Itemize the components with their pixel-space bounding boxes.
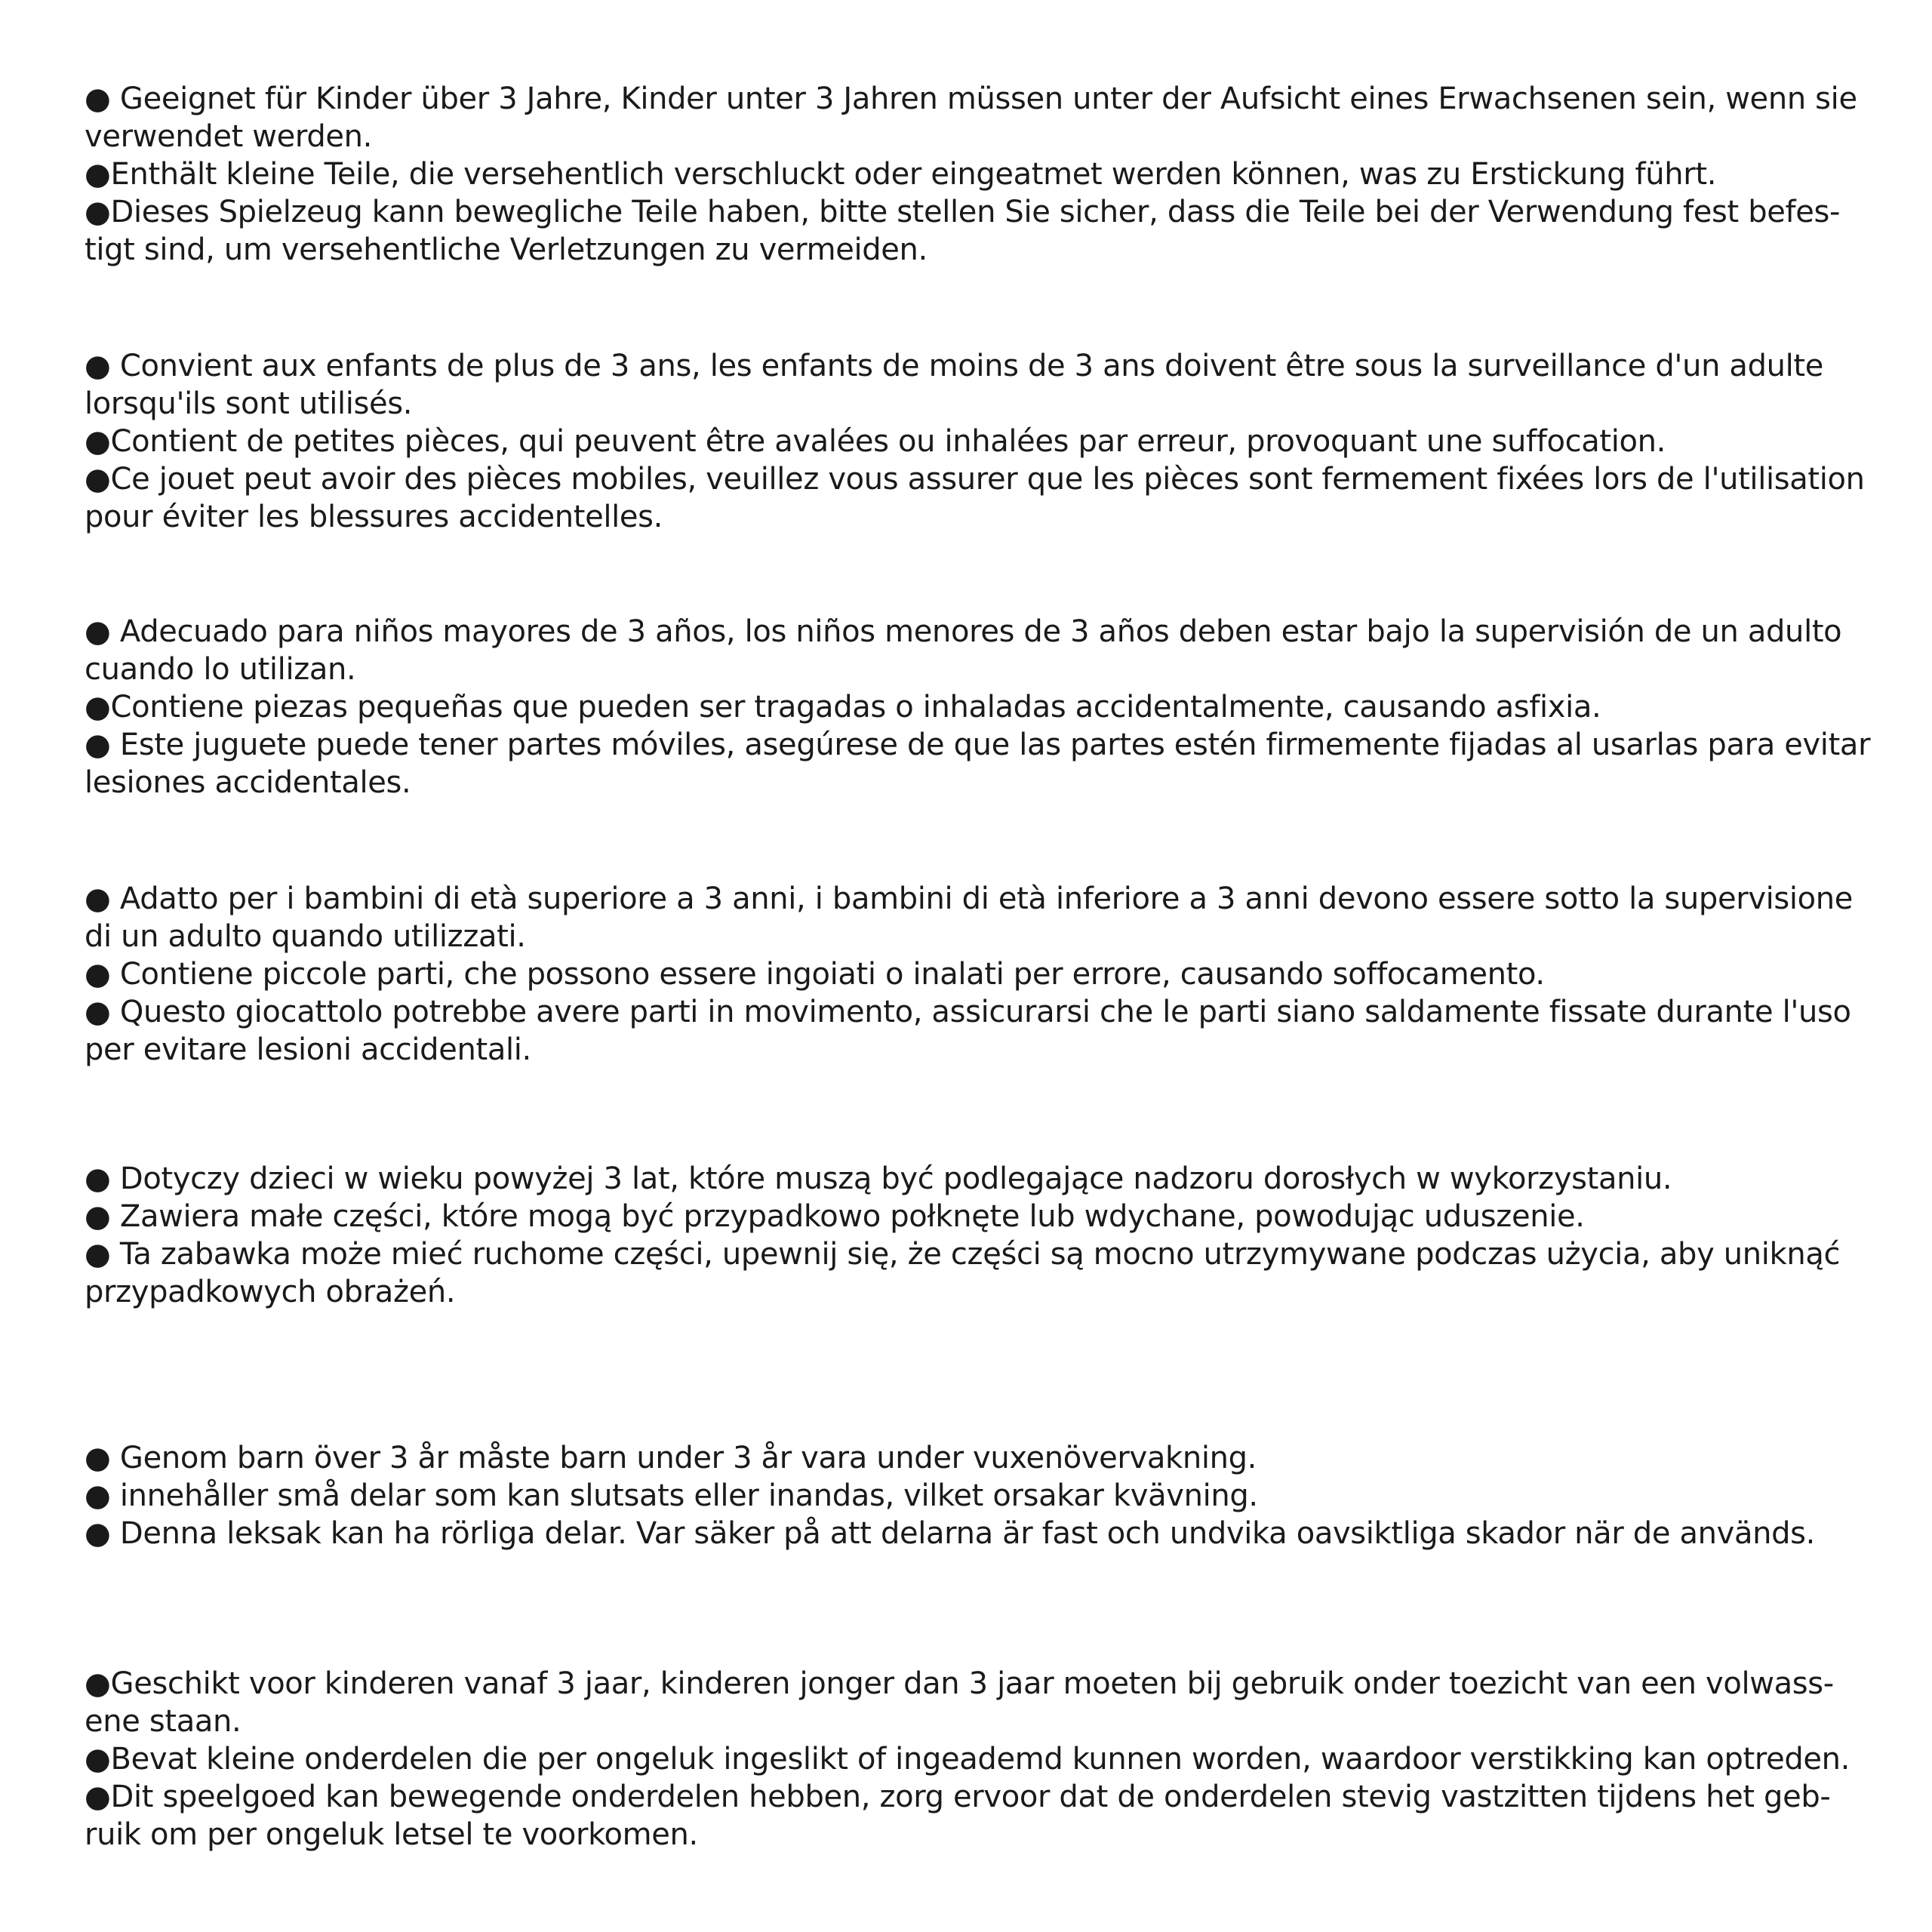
text-line: per evitare lesioni accidentali.: [85, 1032, 531, 1067]
text-line: ● Denna leksak kan ha rörliga delar. Var säker på att delarna är fast och undvika oavsiktliga skador när de används.: [85, 1516, 1816, 1551]
warning-section-italian: [85, 880, 1858, 1069]
text-line: tigt sind, um versehentliche Verletzungen zu vermeiden.: [85, 232, 928, 267]
text-line: ● Zawiera małe części, które mogą być przypadkowo połknęte lub wdychane, powodując uduszenie.: [85, 1199, 1585, 1234]
warning-section-german: [85, 80, 1858, 269]
text-line: cuando lo utilizan.: [85, 652, 356, 687]
text-line: ●Contiene piezas pequeñas que pueden ser tragadas o inhaladas accidentalmente, causando asfixia.: [85, 690, 1601, 724]
text-line: lorsqu'ils sont utilisés.: [85, 386, 413, 421]
text-line: ● Genom barn över 3 år måste barn under 3 år vara under vuxenövervakning.: [85, 1441, 1257, 1475]
text-line: ● Ta zabawka może mieć ruchome części, upewnij się, że części są mocno utrzymywane podczas użycia, aby uniknąć: [85, 1237, 1841, 1272]
text-line: di un adulto quando utilizzati.: [85, 919, 526, 954]
warning-section-dutch: [85, 1665, 1858, 1854]
text-line: ●Enthält kleine Teile, die versehentlich verschluckt oder eingeatmet werden können, was zu Erstickung führt.: [85, 157, 1717, 192]
text-line: przypadkowych obrażeń.: [85, 1275, 456, 1309]
text-line: ●Contient de petites pièces, qui peuvent être avalées ou inhalées par erreur, provoquant une suffocation.: [85, 424, 1666, 459]
text-line: verwendet werden.: [85, 119, 372, 154]
text-line: ●Bevat kleine onderdelen die per ongeluk ingeslikt of ingeademd kunnen worden, waardoor verstikking kan optreden.: [85, 1742, 1850, 1777]
text-line: pour éviter les blessures accidentelles.: [85, 500, 663, 534]
text-line: ● Contiene piccole parti, che possono essere ingoiati o inalati per errore, causando soffocamento.: [85, 957, 1545, 992]
text-line: ● Este juguete puede tener partes móviles, asegúrese de que las partes estén firmemente fijadas al usarlas para evitar: [85, 728, 1871, 762]
text-line: ● Geeignet für Kinder über 3 Jahre, Kinder unter 3 Jahren müssen unter der Aufsicht eines Erwachsenen sein, wenn sie: [85, 82, 1857, 116]
text-line: ● Dotyczy dzieci w wieku powyżej 3 lat, które muszą być podlegające nadzoru dorosłych w wykorzystaniu.: [85, 1161, 1672, 1196]
text-line: ●Ce jouet peut avoir des pièces mobiles, veuillez vous assurer que les pièces sont fermement fixées lors de l'utilisation: [85, 462, 1865, 497]
text-line: ●Dit speelgoed kan bewegende onderdelen hebben, zorg ervoor dat de onderdelen stevig vastzitten tijdens het geb-: [85, 1780, 1831, 1814]
text-line: lesiones accidentales.: [85, 765, 411, 800]
warning-section-spanish: [85, 613, 1871, 801]
warning-section-french: [85, 347, 1865, 536]
text-line: ene staan.: [85, 1704, 242, 1739]
warning-section-swedish: [85, 1439, 1858, 1552]
text-line: ● Questo giocattolo potrebbe avere parti in movimento, assicurarsi che le parti siano saldamente fissate durante l'uso: [85, 995, 1851, 1029]
text-line: ● Adatto per i bambini di età superiore a 3 anni, i bambini di età inferiore a 3 anni devono essere sotto la supervisione: [85, 881, 1854, 916]
text-line: ●Geschikt voor kinderen vanaf 3 jaar, kinderen jonger dan 3 jaar moeten bij gebruik onder toezicht van een volwass-: [85, 1666, 1834, 1701]
text-line: ● innehåller små delar som kan slutsats eller inandas, vilket orsakar kvävning.: [85, 1478, 1258, 1513]
text-line: ● Adecuado para niños mayores de 3 años, los niños menores de 3 años deben estar bajo la supervisión de un adulto: [85, 614, 1842, 649]
warning-section-polish: [85, 1160, 1858, 1311]
text-line: ● Convient aux enfants de plus de 3 ans, les enfants de moins de 3 ans doivent être sous la surveillance d'un adulte: [85, 349, 1823, 383]
text-line: ruik om per ongeluk letsel te voorkomen.: [85, 1817, 698, 1852]
text-line: ●Dieses Spielzeug kann bewegliche Teile haben, bitte stellen Sie sicher, dass die Teile bei der Verwendung fest befes-: [85, 195, 1841, 229]
